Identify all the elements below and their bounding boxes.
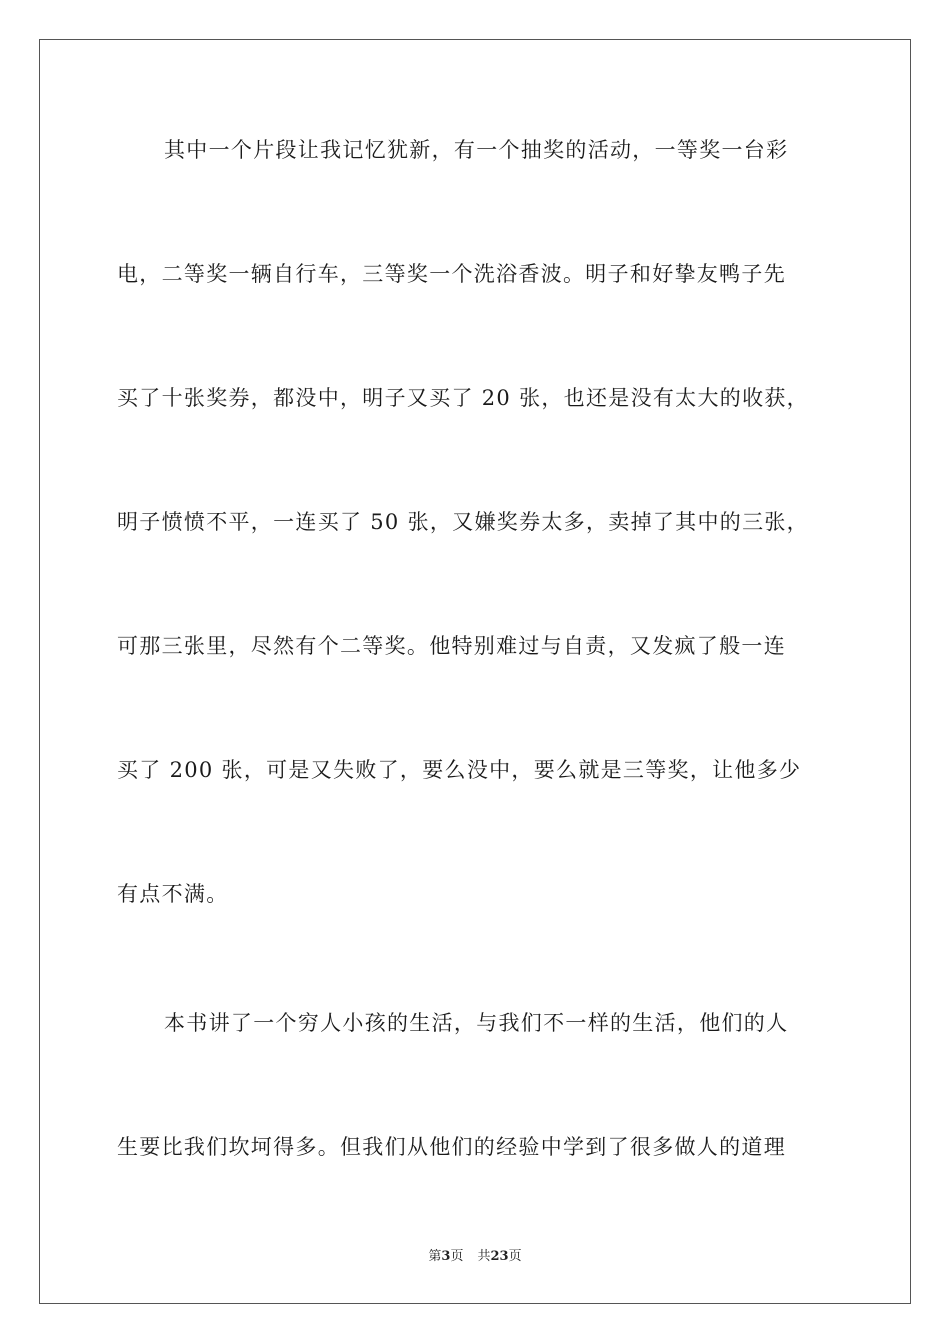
paragraph-line: 其中一个片段让我记忆犹新，有一个抽奖的活动，一等奖一台彩	[164, 138, 789, 162]
paragraph-line: 电，二等奖一辆自行车，三等奖一个洗浴香波。明子和好挚友鸭子先	[117, 262, 786, 286]
paragraph-line: 买了十张奖券，都没中，明子又买了 20 张，也还是没有太大的收获，	[117, 386, 809, 410]
total-prefix: 共	[477, 1249, 491, 1264]
page-footer	[0, 1248, 950, 1266]
paragraph-line: 有点不满。	[117, 882, 229, 906]
total-page-count: 23	[490, 1249, 509, 1264]
paragraph-line: 明子愤愤不平，一连买了 50 张，又嫌奖券太多，卖掉了其中的三张，	[117, 510, 809, 534]
paragraph-line: 本书讲了一个穷人小孩的生活，与我们不一样的生活，他们的人	[164, 1011, 789, 1035]
total-suffix: 页	[508, 1249, 522, 1264]
page-suffix: 页	[450, 1249, 464, 1264]
paragraph-line: 生要比我们坎坷得多。但我们从他们的经验中学到了很多做人的道理	[117, 1135, 786, 1159]
page-prefix: 第	[428, 1249, 442, 1264]
paragraph-line: 买了 200 张，可是又失败了，要么没中，要么就是三等奖，让他多少	[117, 758, 802, 782]
page-border	[39, 39, 911, 1304]
current-page-number: 3	[441, 1249, 451, 1264]
paragraph-line: 可那三张里，尽然有个二等奖。他特别难过与自责，又发疯了般一连	[117, 634, 786, 658]
